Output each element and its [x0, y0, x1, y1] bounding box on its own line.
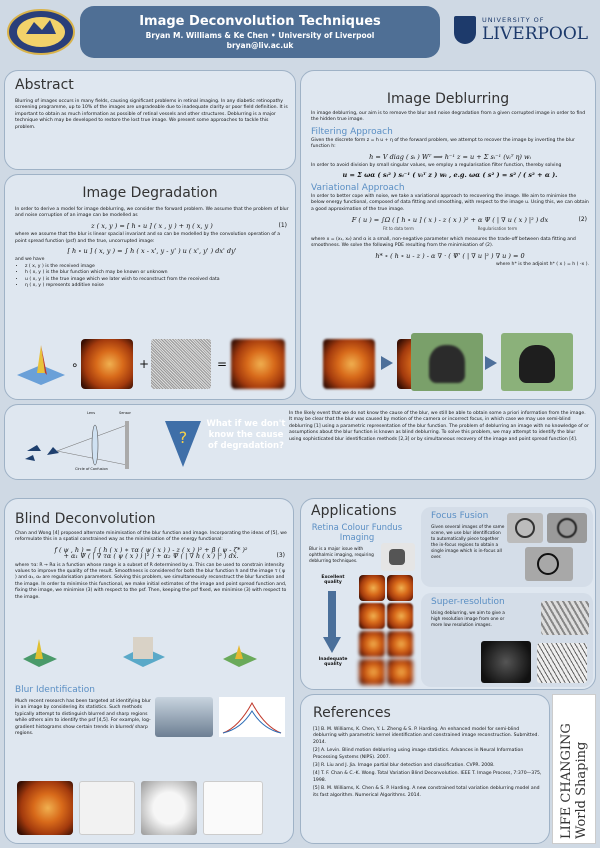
fundus-sample — [359, 659, 385, 685]
fundus-camera-image — [381, 543, 415, 571]
poster-header — [4, 4, 596, 60]
superres-box — [421, 593, 593, 687]
logo-top: UNIVERSITY OF — [482, 16, 545, 24]
semiblind-panel — [4, 404, 596, 480]
fundus-sample — [387, 575, 413, 601]
var-eq2: h* ∘ ( h ∘ u - z ) - α ∇ · ( Ψ' ( | ∇ u |² ) ∇ u ) = 0 — [375, 251, 525, 260]
side-banner-text — [559, 723, 589, 839]
fundus-sample — [387, 631, 413, 657]
degradation-p3: and we have — [15, 257, 45, 263]
gorilla-icon — [429, 345, 465, 383]
applications-title: Applications — [311, 503, 397, 519]
blind-eq2-row — [15, 553, 287, 559]
quality-arrow-icon — [323, 591, 341, 653]
variational-title: Variational Approach — [311, 182, 405, 193]
inadequate-label: Inadequate quality — [318, 657, 348, 667]
camera-optics-diagram — [17, 411, 147, 475]
superres-high-image — [537, 643, 587, 683]
side-banner — [552, 694, 596, 844]
equals-symbol: = — [217, 357, 228, 371]
degradation-eq1-number: (1) — [278, 221, 287, 229]
degraded-retina-image — [231, 339, 285, 389]
list-item: • h ( x, y ) is the blur function which may be known or unknown — [25, 270, 289, 276]
fundus-sample — [387, 659, 413, 685]
blur-map-result — [203, 781, 263, 835]
focus-fused-image — [525, 547, 573, 581]
references-title: References — [313, 705, 391, 721]
psf-surface-plot — [13, 341, 69, 389]
university-emblem — [6, 8, 76, 56]
blur-map-retina — [17, 781, 73, 835]
excellent-label: Excellent quality — [321, 575, 345, 585]
reference-item: [4] T. F. Chan & C.-K. Wong. Total Variation Blind Deconvolution. IEEE T. Image Process, 7:370—375, 1998. — [313, 771, 542, 783]
clock-icon — [515, 518, 535, 538]
focus-clock-image — [547, 513, 587, 543]
clock-icon — [557, 518, 577, 538]
question-triangle — [163, 419, 203, 469]
degradation-p2: where we assume that the blur is linear spacial invariant and so can be modelled by the convolution operation of a point spread function (psf) and the true, uncorrupted image: — [15, 232, 281, 244]
reference-item: [2] A. Levin. Blind motion deblurring using image statistics. Advances in Neural Information Processing Systems (NIPS). 2007. — [313, 748, 524, 760]
filter-title: Filtering Approach — [311, 126, 393, 137]
semiblind-question: What if we don't know the cause of degradation? — [206, 419, 286, 451]
degradation-eq2: [ h ∘ u ] ( x, y ) = ∫ h ( x - x', y - y' ) u ( x', y' ) dx' dy' — [67, 247, 237, 256]
retina-title: Retina Colour Fundus Imaging — [311, 523, 403, 543]
blurred-bus-image — [155, 697, 213, 737]
superres-low-image — [541, 601, 589, 635]
title-banner — [80, 6, 440, 58]
degradation-content — [15, 207, 289, 289]
blind-content — [15, 531, 287, 601]
reference-item: [5] B. M. Williams, K. Chen & S. P. Harding. A new constrained total variation deblurring model and its fast algorithm. Numerical Algorithms. 2014. — [313, 786, 540, 798]
gorilla-icon — [519, 345, 555, 383]
coc-label: Circle of Confusion — [75, 467, 108, 471]
sensor-label: Sensor — [119, 411, 131, 415]
focus-clock-image — [507, 513, 543, 543]
blurred-retina-image — [323, 339, 375, 389]
fit-term-label: Fit to data term — [382, 226, 414, 232]
camera-icon — [389, 549, 405, 565]
blind-p1: Chan and Wong [4] proposed alternate minimisation of the blur function and image. Incorporating the ideas of [5], we reformulate this in a spatial constrained way as the minimisation of the energy functional: — [15, 531, 287, 543]
svg-text:?: ? — [178, 428, 188, 447]
list-item: • η ( x, y ) represents additive noise — [25, 283, 289, 289]
list-item: • z ( x, y ) is the received image — [25, 264, 289, 270]
degradation-bullets — [15, 264, 289, 290]
fundus-sample — [387, 603, 413, 629]
filter-eq1: h = V diag ( sᵢ ) Wᵀ ⟹ h⁻¹ z = u + Σ sᵢ⁻¹ (vᵢᵀ η) wᵢ — [369, 152, 531, 161]
var-p3: where h* is the adjoint h* ( x ) = h ( -x ). — [495, 262, 589, 268]
var-eq-number: (2) — [578, 216, 587, 224]
degradation-p1: In order to derive a model for image deblurring, we consider the forward problem. We assume that the problem of blur and noise corruption of an image can be modelled as — [15, 207, 289, 219]
abstract-text: Blurring of images occurs in many fields, causing significant problems in retinal imaging. In any diabetic retinopathy screening programme, up to 10% of the images are ungradeable due to inadequate clarity or poor field definition. It is important to obtain as much information as possible of retinal vessels and other structures. Deblurring is a major technique which may be developed to restore the lost true image. We present some approaches to tackle this problem. — [15, 99, 288, 130]
semiblind-text: In the likely event that we do not know the cause of the blur, we still be able to obtain some a priori information from the image. It may be clear that the blur was caused by motion of the camera or incorrect focus, in which case we may use semi-blind deblurring [1] using a parametric representation of the blur function. The problem of deblurring an image with no knowledge of or assumptions about the blur function is known as blind deblurring. To solve this problem, we may attempt to identify the blur using sophisticated blur identification methods [2,3] or by simultaneous recovery of the image and point spread function [4]. — [289, 411, 589, 442]
abstract-panel — [4, 70, 296, 170]
blur-map-classification — [141, 781, 197, 835]
superres-retina-image — [481, 641, 531, 683]
blind-title: Blind Deconvolution — [15, 511, 156, 527]
reference-item: [3] R. Liu and J. Jia. Image partial blur detection and classification. CVPR. 2008. — [313, 763, 495, 769]
deg-eq1-row — [15, 223, 289, 229]
clock-icon — [537, 553, 559, 575]
arrow-icon — [381, 356, 393, 370]
blur-id-title: Blur Identification — [15, 685, 95, 695]
focus-title: Focus Fusion — [431, 511, 489, 521]
blind-p2: where τα: R → Rα is a function whose range is a subset of R determined by α. This can be used to constrain intensity values to improve the quality of the result. Smoothness is considered for both the blur function h and the image τ ( ψ ) and α₁, α₂ are regularisation parameters. Solving this problem, we simultaneously reconstruct the blur function and the image. In order to minimise this functional, we make initial estimates of the image and point spread function and, fixing the image, we minimise (3) with respect to the psf. Then, keeping the psf fixed, we minimise (3) with respect to the image. — [15, 562, 287, 600]
fundus-sample — [359, 603, 385, 629]
plus-symbol: + — [139, 357, 150, 371]
blur-id-text: Much recent research has been targeted at identifying blur in an image by considering its statistics. Such methods typically attempt to distinguish blurred and sharp regions while others aim to identify the psf [4,5]. For example, log-gradient histograms show certain trends in blurred/ sharp regions. — [15, 699, 151, 737]
convolution-symbol: ∘ — [71, 358, 79, 372]
original-retina-image — [81, 339, 133, 389]
deblurring-title: Image Deblurring — [386, 91, 510, 107]
fundus-sample — [359, 575, 385, 601]
applications-panel — [300, 498, 596, 690]
side-banner-line2: World Shaping — [574, 741, 589, 839]
logo-main: LIVERPOOL — [482, 24, 589, 44]
filter-eq2: u = Σ ωα ( sᵢ² ) sᵢ⁻¹ ( vᵢᵀ z ) wᵢ , e.g. ωα ( s² ) = s² / ( s² + α ). — [342, 171, 558, 180]
poster-email: bryan@liv.ac.uk — [226, 41, 294, 50]
poster-authors: Bryan M. Williams & Ke Chen • University of Liverpool — [145, 31, 375, 40]
var-p2: where x = (x₁, x₂) and α is a small, non-negative parameter which measures the trade-off between data fitting and smoothness. We solve the following PDE resulting from the minimisation of (2). — [311, 236, 576, 249]
reference-item: [1] B. M. Williams, K. Chen, Y. L. Zheng & S. P. Harding. An enhanced model for semi-blind deblurring with parametric kernel identification and constrained image reconstruction. Submitted. 2014. — [313, 727, 539, 745]
degradation-title: Image Degradation — [82, 185, 218, 201]
list-item: • u ( x, y ) is the true image which we later wish to reconstruct from the received data — [25, 277, 289, 283]
retina-text: Blur is a major issue with ophthalmic imaging, requiring deblurring techniques. — [309, 547, 374, 564]
deblurring-intro: In image deblurring, our aim is to remove the blur and noise degradation from a given corrupted image in order to find the hidden true image. — [311, 111, 586, 123]
lens-label: Lens — [87, 411, 96, 415]
var-eq-row — [311, 217, 589, 233]
blind-eq2: + α₁ Ψ ( | ∇ τα ( ψ ( x ) ) |² ) + α₂ Ψ ( | ∇ h ( x ) |² ) dx. — [63, 552, 239, 561]
superres-text: Using deblurring, we aim to give a high resolution image from one or more low resolution images. — [431, 611, 505, 628]
deblurring-content — [311, 111, 589, 269]
references-list — [313, 727, 543, 801]
reg-term-label: Regularisation term — [477, 226, 518, 232]
blur-map-output — [79, 781, 135, 835]
psf-estimate-plots — [17, 629, 283, 669]
focus-text: Given several images of the same scene, we use blur identification to automatically piece together the in-focus regions to obtain a single image which is in-focus all over. — [431, 525, 505, 560]
var-eq: F ( u ) = ∫Ω ( [ h ∘ u ] ( x ) - z ( x ) )² + α Ψ ( | ∇ u ( x ) |² ) dx — [351, 216, 549, 225]
deblurring-panel — [300, 70, 596, 400]
blind-eq-number: (3) — [276, 552, 285, 560]
university-logo — [452, 12, 596, 54]
arrow-icon — [485, 356, 497, 370]
poster-title: Image Deconvolution Techniques — [139, 14, 381, 29]
noise-image — [151, 339, 211, 389]
focus-box — [421, 507, 593, 587]
var-p1: In order to better cope with noise, we take a variational approach to recovering the image. We aim to minimise the below energy functional, composed of data fitting and smoothing, with respect to the image u. Using this, we can obtain a good approximation of the true image. — [311, 193, 589, 212]
histogram-plot — [219, 697, 285, 737]
references-panel — [300, 694, 550, 844]
side-banner-line1: LIFE CHANGING — [559, 723, 574, 839]
blind-panel — [4, 498, 294, 844]
fundus-sample — [359, 631, 385, 657]
blind-eq1: f ( ψ , h ) = ∫ ( h ( x ) ∗ τα ( ψ ( x ) ) - z ( x ) )² + β ( ψ - ζ* )² — [54, 545, 248, 554]
filter-p2: In order to avoid division by small singular values, we employ a regularisation filter function, thereby solving — [311, 163, 562, 169]
abstract-title: Abstract — [15, 77, 74, 93]
blurred-gorilla-image — [411, 333, 483, 391]
degradation-eq1: z ( x, y ) = [ h ∘ u ] ( x , y ) + η ( x, y ) — [91, 221, 213, 230]
filter-p1: Given the discrete form z = h u + η of the forward problem, we attempt to recover the image by inverting the blur function h: — [311, 137, 575, 150]
superres-title: Super-resolution — [431, 597, 505, 607]
crest-icon — [454, 16, 476, 44]
degradation-panel — [4, 174, 296, 400]
restored-gorilla-image — [501, 333, 573, 391]
